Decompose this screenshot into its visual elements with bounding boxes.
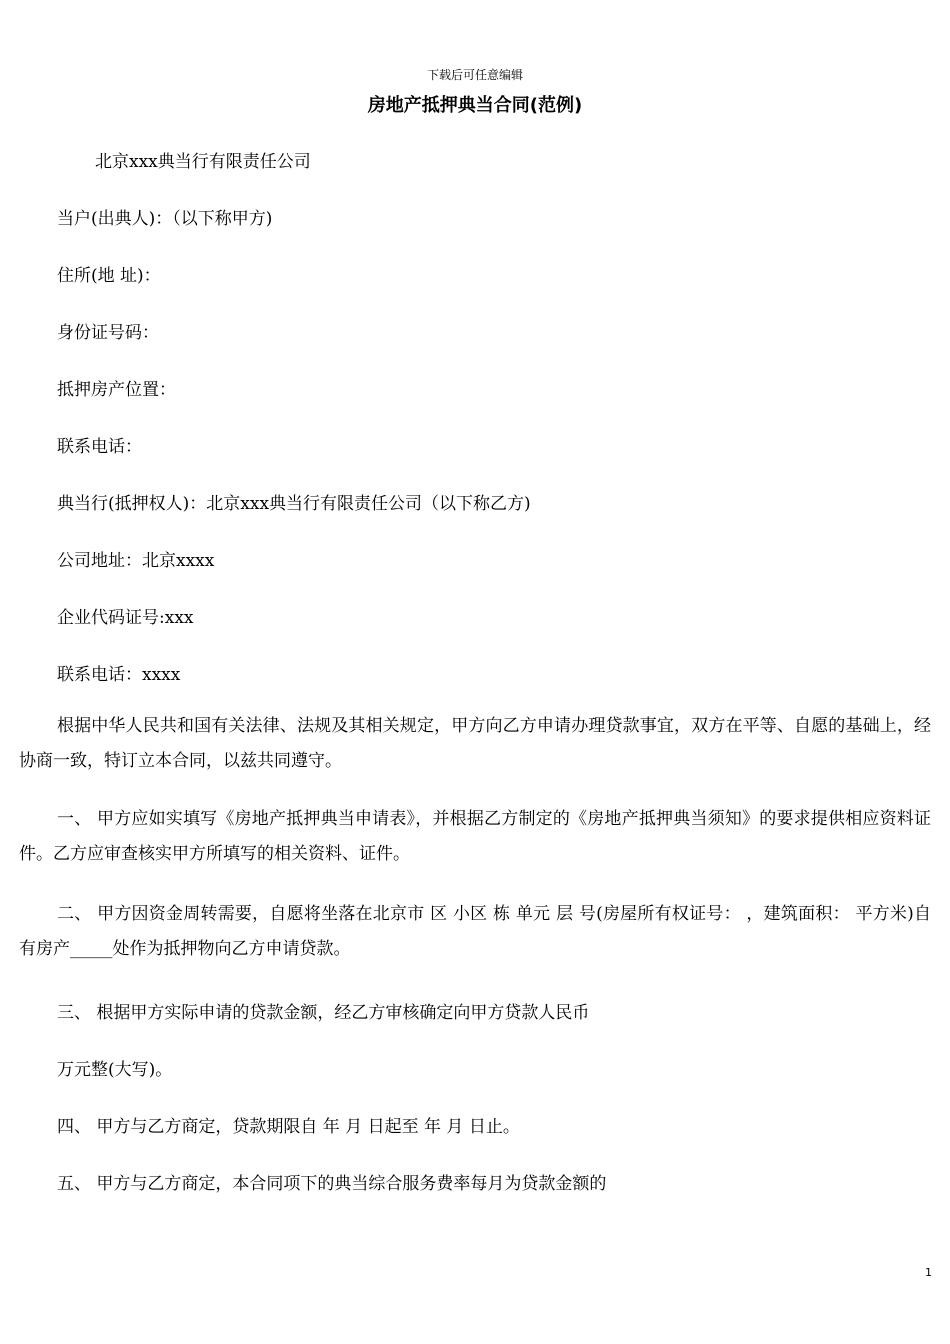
clause-1: 一、 甲方应如实填写《房地产抵押典当申请表》，并根据乙方制定的《房地产抵押典当须知》的要求提供相应资料证件。乙方应审查核实甲方所填写的相关资料、证件。 — [19, 809, 931, 864]
intro-paragraph: 根据中华人民共和国有关法律、法规及其相关规定，甲方向乙方申请办理贷款事宜，双方在平等、自愿的基础上，经协商一致，特订立本合同，以兹共同遵守。 — [19, 716, 931, 771]
field-enterprise-code: 企业代码证号:xxx — [57, 608, 194, 628]
document-title: 房地产抵押典当合同(范例) — [367, 95, 583, 116]
header-note: 下载后可任意编辑 — [426, 68, 523, 82]
field-company-address: 公司地址：北京xxxx — [57, 551, 215, 571]
clause-2: 二、 甲方因资金周转需要，自愿将坐落在北京市 区 小区 栋 单元 层 号(房屋所有权证号： ，建筑面积： 平方米)自有房产_____处作为抵押物向乙方申请贷款。 — [19, 904, 931, 959]
field-id-number: 身份证号码： — [57, 323, 159, 343]
field-pawnshop: 典当行(抵押权人)：北京xxx典当行有限责任公司（以下称乙方) — [57, 494, 531, 514]
clause-5: 五、 甲方与乙方商定，本合同项下的典当综合服务费率每月为贷款金额的 — [57, 1174, 607, 1194]
page-number: 1 — [925, 1266, 932, 1279]
field-property-location: 抵押房产位置： — [57, 380, 176, 400]
field-phone: 联系电话： — [57, 437, 142, 457]
field-address: 住所(地 址)： — [57, 266, 161, 286]
field-pledgor: 当户(出典人)：（以下称甲方) — [57, 209, 273, 229]
company-line: 北京xxx典当行有限责任公司 — [95, 152, 311, 172]
field-company-phone: 联系电话：xxxx — [57, 665, 181, 685]
clause-3-continued: 万元整(大写)。 — [57, 1060, 173, 1080]
clause-3: 三、 根据甲方实际申请的贷款金额，经乙方审核确定向甲方贷款人民币 — [57, 1003, 590, 1023]
clause-4: 四、 甲方与乙方商定，贷款期限自 年 月 日起至 年 月 日止。 — [57, 1117, 520, 1137]
